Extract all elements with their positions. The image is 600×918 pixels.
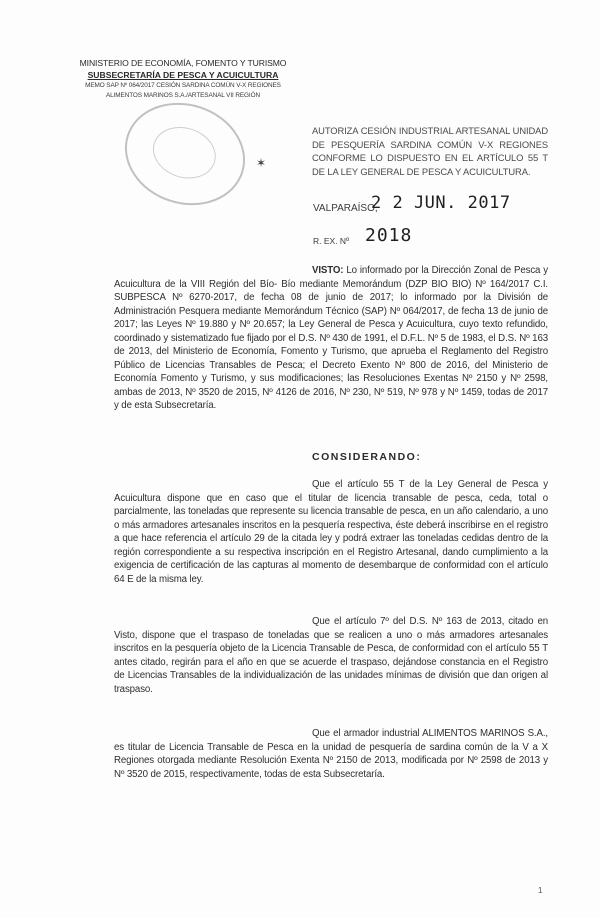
reference-line-1: MEMO SAP Nº 064/2017 CESIÓN SARDINA COMÚN V-X REGIONES: [85, 82, 281, 89]
considerando-heading: CONSIDERANDO:: [312, 451, 422, 463]
place-label: VALPARAÍSO,: [313, 203, 378, 214]
resolution-date-stamp: 2 2 JUN. 2017: [371, 193, 511, 213]
rex-number-stamp: 2018: [365, 225, 413, 246]
resolution-summary: AUTORIZA CESIÓN INDUSTRIAL ARTESANAL UNIDAD DE PESQUERÍA SARDINA COMÚN V-X REGIONES CONFORME LO DISPUESTO EN EL ARTÍCULO 55 T DE LA LEY GENERAL DE PESCA Y ACUICULTURA.: [312, 125, 548, 177]
official-seal-stamp: [112, 88, 259, 221]
visto-text: Lo informado por la Dirección Zonal de Pesca y Acuicultura de la VIII Región del Bío- Bío mediante Memorándum (DZP BIO BIO) Nº 164/2017 C.I. SUBPESCA Nº 6270-2017, de fecha 08 de junio de 2017; lo informado por la División de Administración Pesquera mediante Memorándum Técnico (SAP) Nº 064/2017, de fecha 13 de junio de 2017; las Leyes Nº 19.880 y Nº 20.657; la Ley General de Pesca y Acuicultura, cuyo texto refundido, coordinado y sistematizado fue fijado por el D.S. Nº 430 de 1991, el D.F.L. Nº 5 de 1983, el D.S. Nº 163 de 2013, del Ministerio de Economía, Fomento y Turismo, que aprueba el Reglamento del Registro Público de Licencias Transables de Pesca; el Decreto Exento Nº 800 de 2016, del Ministerio de Economía Fomento y Turismo, y sus modificaciones; las Resoluciones Exentas Nº 2150 y Nº 2598, ambas de 2013, Nº 3520 de 2015, Nº 4126 de 2016, Nº 230, Nº 519, Nº 978 y Nº 1459, todas de 2017 y de esta Subsecretaría.: [114, 265, 548, 412]
star-mark-icon: ✶: [256, 156, 267, 170]
ministry-name: MINISTERIO DE ECONOMÍA, FOMENTO Y TURISMO: [79, 58, 287, 68]
visto-label: VISTO:: [312, 265, 344, 276]
letterhead: [58, 58, 308, 101]
rex-label: R. EX. Nº: [313, 236, 350, 246]
visto-paragraph: [114, 264, 548, 413]
reference-line-2: ALIMENTOS MARINOS S.A./ARTESANAL VII REGIÓN: [106, 92, 260, 99]
considerando-paragraph-3: Que el armador industrial ALIMENTOS MARINOS S.A., es titular de Licencia Transable de Pesca en la unidad de pesquería de sardina común de la V a X Regiones otorgada mediante Resolución Exenta Nº 2150 de 2013, modificada por Nº 2598 de 2013 y Nº 3520 de 2015, respectivamente, todas de esta Subsecretaría.: [114, 728, 548, 780]
page-number: 1: [538, 886, 543, 895]
considerando-paragraph-1: Que el artículo 55 T de la Ley General de Pesca y Acuicultura dispone que en caso que el titular de licencia transable de pesca, ceda, total o parcialmente, las toneladas que represente su licencia transable de pesca, en un año calendario, a uno o más armadores artesanales inscritos en la pesquería respectiva, éste deberá inscribirse en el registro a que hace referencia el artículo 29 de la citada ley y podrá extraer las toneladas cedidas dentro de la región correspondiente a su respectiva inscripción en el Registro Artesanal, dando cumplimiento a la exigencia de certificación de las capturas al momento de desembarque de conformidad con el artículo 64 E de la misma ley.: [114, 479, 548, 585]
subsecretaria-name: SUBSECRETARÍA DE PESCA Y ACUICULTURA: [87, 69, 279, 80]
considerando-paragraph-2: Que el artículo 7º del D.S. Nº 163 de 2013, citado en Visto, dispone que el traspaso de toneladas que se realicen a uno o más armadores artesanales inscritos en la pesquería objeto de la Licencia Transable de Pesca, de conformidad con el artículo 55 T antes citado, regirán para el año en que se acuerde el traspaso, dejándose constancia en el Registro de Licencias Transables de la individualización de las unidades mínimas de división que dan origen al traspaso.: [114, 616, 548, 695]
